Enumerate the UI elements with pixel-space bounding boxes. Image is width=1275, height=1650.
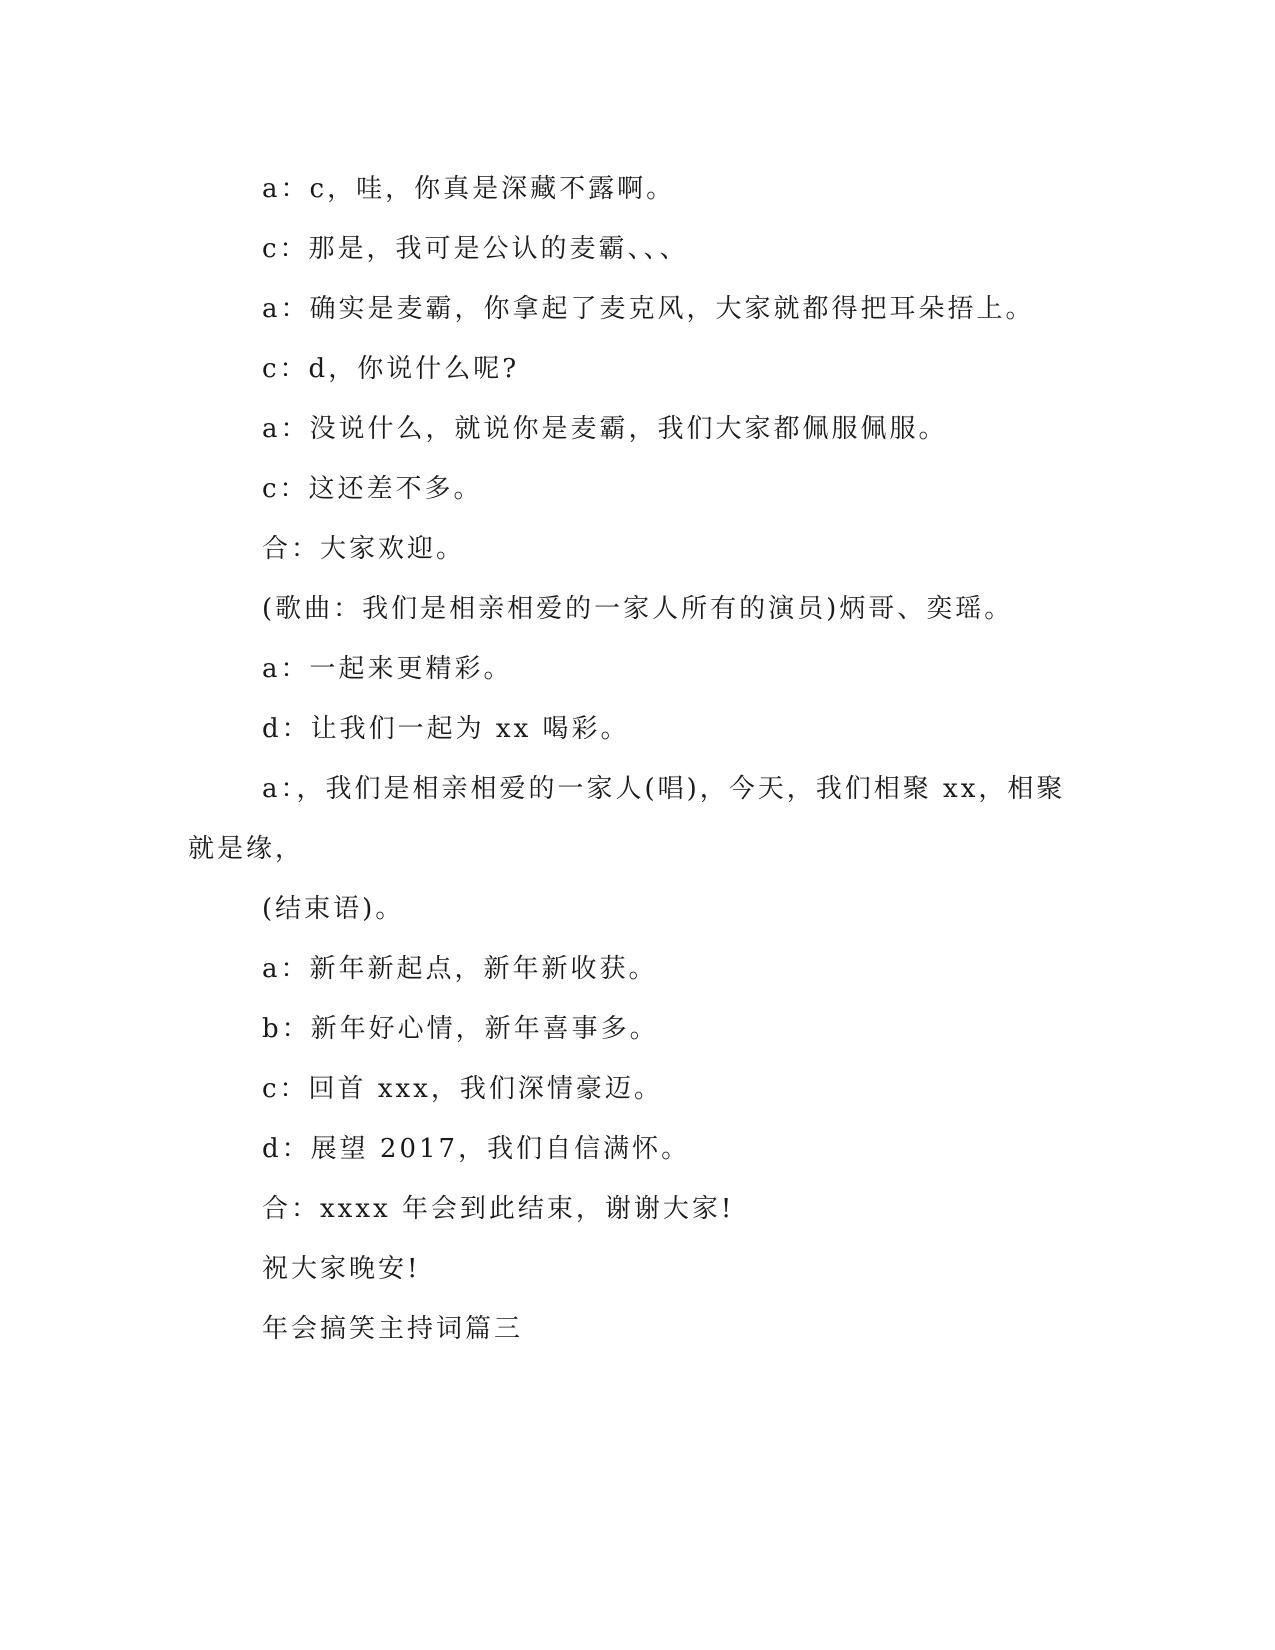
dialogue-line: 合：xxxx 年会到此结束，谢谢大家! bbox=[262, 1194, 735, 1224]
dialogue-line: a：确实是麦霸，你拿起了麦克风，大家就都得把耳朵捂上。 bbox=[262, 294, 1035, 324]
dialogue-line: c：回首 xxx，我们深情豪迈。 bbox=[262, 1074, 663, 1104]
section-heading: 年会搞笑主持词篇三 bbox=[262, 1314, 524, 1344]
stage-direction: (歌曲：我们是相亲相爱的一家人所有的演员)炳哥、奕瑶。 bbox=[262, 594, 1014, 624]
dialogue-line: a：c，哇，你真是深藏不露啊。 bbox=[262, 174, 676, 204]
dialogue-line: c：那是，我可是公认的麦霸、、、 bbox=[262, 234, 689, 264]
dialogue-line-continuation: 就是缘， bbox=[188, 834, 305, 864]
dialogue-line: d：让我们一起为 xx 喝彩。 bbox=[262, 714, 630, 744]
dialogue-line: a：一起来更精彩。 bbox=[262, 654, 513, 684]
dialogue-line: b：新年好心情，新年喜事多。 bbox=[262, 1014, 659, 1044]
closing-line: 祝大家晚安! bbox=[262, 1254, 421, 1284]
dialogue-line: a：新年新起点，新年新收获。 bbox=[262, 954, 658, 984]
section-marker: (结束语)。 bbox=[262, 894, 405, 924]
dialogue-line: a：没说什么，就说你是麦霸，我们大家都佩服佩服。 bbox=[262, 414, 948, 444]
dialogue-line: c：d，你说什么呢? bbox=[262, 354, 520, 384]
dialogue-line: a：，我们是相亲相爱的一家人(唱)，今天，我们相聚 xx，相聚 bbox=[262, 774, 1066, 804]
dialogue-line: 合：大家欢迎。 bbox=[262, 534, 466, 564]
dialogue-line: c：这还差不多。 bbox=[262, 474, 483, 504]
dialogue-line: d：展望 2017，我们自信满怀。 bbox=[262, 1134, 691, 1164]
